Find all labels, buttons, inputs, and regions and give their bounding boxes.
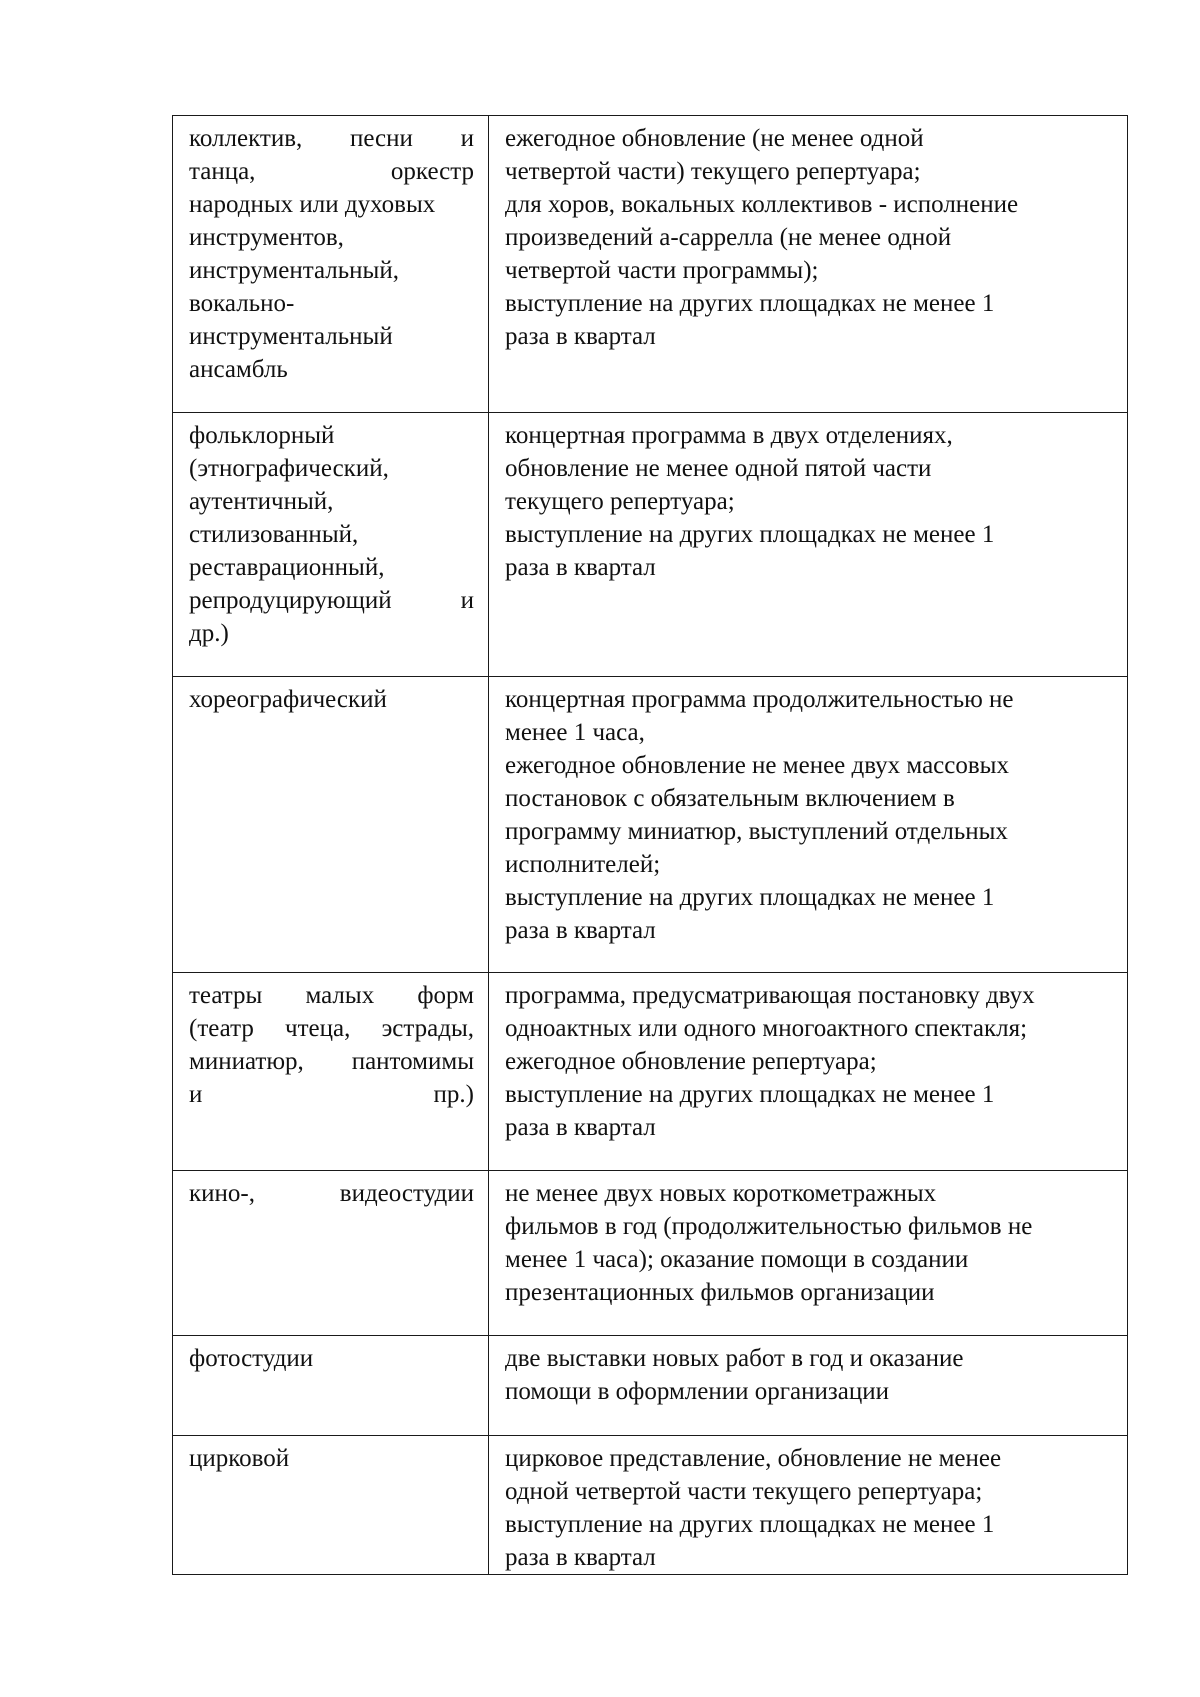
requirements-table [172,115,1128,1575]
activity-type-cell [173,116,489,413]
requirement-line: помощи в оформлении организации [505,1378,889,1405]
activity-type-line: хореографический [189,686,387,713]
requirement-line: фильмов в год (продолжительностью фильмов не [505,1213,1033,1240]
requirement-line: концертная программа продолжительностью не [505,686,1014,713]
requirement-cell [489,1436,1128,1575]
activity-type-line: фольклорный [189,422,335,449]
requirement-line: ежегодное обновление не менее двух массовых [505,752,1009,779]
activity-type-line: театры малых форм [189,982,474,1009]
activity-type-cell [173,1436,489,1575]
requirement-line: две выставки новых работ в год и оказание [505,1345,964,1372]
activity-type-line: цирковой [189,1445,290,1472]
activity-type-line: миниатюр, пантомимы [189,1048,474,1075]
activity-type-line: и пр.) [189,1081,474,1108]
requirement-line: программа, предусматривающая постановку двух [505,982,1035,1009]
table-body [173,116,1128,1575]
table-row [173,413,1128,677]
requirement-cell [489,1336,1128,1436]
requirement-cell [489,116,1128,413]
activity-type-cell [173,677,489,973]
activity-type-line: инструментов, [189,224,344,251]
requirement-line: менее 1 часа, [505,719,645,746]
activity-type-line: инструментальный, [189,257,399,284]
activity-type-cell [173,1171,489,1336]
requirement-line: не менее двух новых короткометражных [505,1180,937,1207]
activity-type-line: (театр чтеца, эстрады, [189,1015,474,1042]
activity-type-line: репродуцирующий и [189,587,474,614]
activity-type-line: кино-, видеостудии [189,1180,474,1207]
activity-type-line: реставрационный, [189,554,385,581]
requirement-line: четвертой части программы); [505,257,819,284]
requirement-line: текущего репертуара; [505,488,735,515]
requirement-line: раза в квартал [505,323,656,350]
requirement-line: раза в квартал [505,1544,656,1571]
table-row [173,677,1128,973]
requirement-line: выступление на других площадках не менее 1 [505,1081,995,1108]
requirement-line: презентационных фильмов организации [505,1279,935,1306]
activity-type-line: инструментальный [189,323,393,350]
activity-type-line: (этнографический, [189,455,389,482]
activity-type-line: танца, оркестр [189,158,474,185]
requirement-line: одной четвертой части текущего репертуара; [505,1478,983,1505]
requirement-line: раза в квартал [505,917,656,944]
activity-type-line: ансамбль [189,356,288,383]
requirement-line: ежегодное обновление (не менее одной [505,125,924,152]
requirement-line: одноактных или одного многоактного спектакля; [505,1015,1028,1042]
activity-type-line: коллектив, песни и [189,125,474,152]
activity-type-line: др.) [189,620,229,647]
requirement-line: раза в квартал [505,1114,656,1141]
activity-type-line: народных или духовых [189,191,436,218]
requirement-line: выступление на других площадках не менее 1 [505,290,995,317]
requirement-line: исполнителей; [505,851,661,878]
activity-type-cell [173,973,489,1171]
requirement-line: обновление не менее одной пятой части [505,455,932,482]
requirement-line: раза в квартал [505,554,656,581]
requirement-line: выступление на других площадках не менее 1 [505,884,995,911]
activity-type-line: аутентичный, [189,488,334,515]
activity-type-cell [173,413,489,677]
activity-type-line: фотостудии [189,1345,314,1372]
requirement-line: для хоров, вокальных коллективов - исполнение [505,191,1019,218]
requirement-line: менее 1 часа); оказание помощи в создании [505,1246,969,1273]
requirement-line: выступление на других площадках не менее 1 [505,521,995,548]
requirement-line: произведений а-саррелла (не менее одной [505,224,952,251]
requirement-cell [489,677,1128,973]
activity-type-line: стилизованный, [189,521,359,548]
table-row [173,116,1128,413]
activity-type-line: вокально- [189,290,295,317]
requirement-line: четвертой части) текущего репертуара; [505,158,921,185]
table-row [173,1336,1128,1436]
requirement-cell [489,973,1128,1171]
requirement-line: выступление на других площадках не менее 1 [505,1511,995,1538]
requirement-line: постановок с обязательным включением в [505,785,955,812]
requirement-line: программу миниатюр, выступлений отдельных [505,818,1008,845]
requirement-line: концертная программа в двух отделениях, [505,422,953,449]
table-row [173,1436,1128,1575]
table-row [173,973,1128,1171]
requirement-line: ежегодное обновление репертуара; [505,1048,877,1075]
activity-type-cell [173,1336,489,1436]
requirement-cell [489,413,1128,677]
table-row [173,1171,1128,1336]
requirement-cell [489,1171,1128,1336]
requirement-line: цирковое представление, обновление не менее [505,1445,1002,1472]
